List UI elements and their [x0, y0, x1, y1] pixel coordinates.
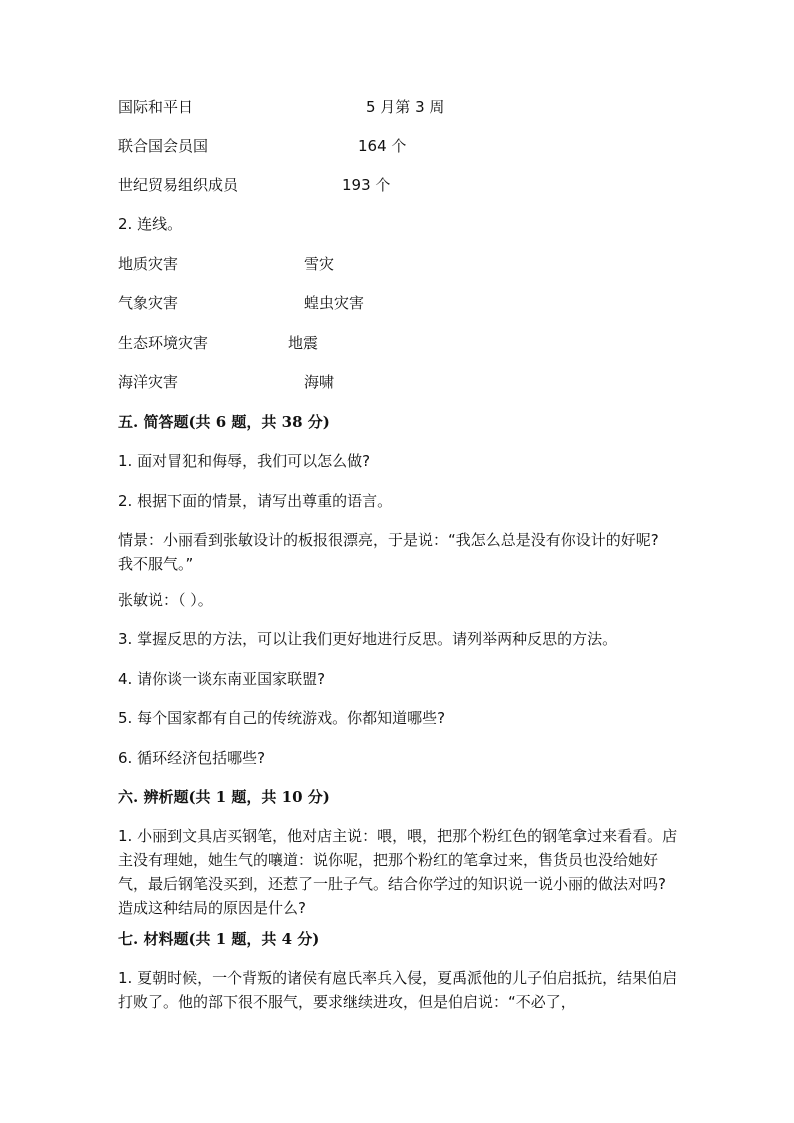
question-title: 2. 连线。: [118, 215, 183, 233]
match1-row: [118, 174, 391, 196]
question-paragraph: 1. 小丽到文具店买钢笔，他对店主说：喂，喂，把那个粉红色的钢笔拿过来看看。店主没有理她，她生气的嚷道：说你呢，把那个粉红的笔拿过来，售货员也没给她好气，最后钢笔没买到，还惹了一肚子气。结合你学过的知识说一说小丽的做法对吗? 造成这种结局的原因是什么?: [118, 827, 678, 917]
match1-row: [118, 135, 407, 157]
match2-right: 蝗虫灾害: [304, 294, 365, 312]
match1-left: 世纪贸易组织成员: [118, 176, 239, 194]
match2-row: [118, 292, 365, 314]
match2-row: [118, 371, 335, 393]
match2-right: 雪灾: [304, 255, 335, 273]
section-heading: 七. 材料题(共 1 题，共 4 分): [118, 930, 320, 948]
question: 6. 循环经济包括哪些?: [118, 749, 266, 767]
match2-row: [118, 332, 319, 354]
question: 4. 请你谈一谈东南亚国家联盟?: [118, 670, 326, 688]
question: 2. 根据下面的情景，请写出尊重的语言。: [118, 492, 393, 510]
match2-right: 海啸: [304, 373, 335, 391]
question-paragraph: 1. 夏朝时候，一个背叛的诸侯有扈氏率兵入侵，夏禹派他的儿子伯启抵抗，结果伯启打败了。他的部下很不服气，要求继续进攻，但是伯启说：“不必了，: [118, 969, 678, 1011]
match1-right: 193 个: [342, 176, 391, 194]
match1-left: 国际和平日: [118, 98, 194, 116]
match2-left: 海洋灾害: [118, 373, 179, 391]
section-heading: 六. 辨析题(共 1 题，共 10 分): [118, 788, 330, 806]
match1-row: [118, 96, 445, 118]
match1-right: 5 月第 3 周: [366, 98, 445, 116]
question: 3. 掌握反思的方法，可以让我们更好地进行反思。请列举两种反思的方法。: [118, 630, 618, 648]
match1-right: 164 个: [358, 137, 407, 155]
match2-left: 生态环境灾害: [118, 334, 209, 352]
answer-line: 张敏说：（ ）。: [118, 591, 213, 609]
match2-left: 气象灾害: [118, 294, 179, 312]
match2-right: 地震: [288, 334, 319, 352]
match2-left: 地质灾害: [118, 255, 179, 273]
section-heading: 五. 简答题(共 6 题，共 38 分): [118, 413, 330, 431]
match1-left: 联合国会员国: [118, 137, 209, 155]
scenario-text: 情景：小丽看到张敏设计的板报很漂亮，于是说：“我怎么总是没有你设计的好呢? 我不服气。”: [118, 531, 659, 573]
question: 5. 每个国家都有自己的传统游戏。你都知道哪些?: [118, 709, 446, 727]
question: 1. 面对冒犯和侮辱，我们可以怎么做?: [118, 452, 371, 470]
match2-row: [118, 253, 335, 275]
